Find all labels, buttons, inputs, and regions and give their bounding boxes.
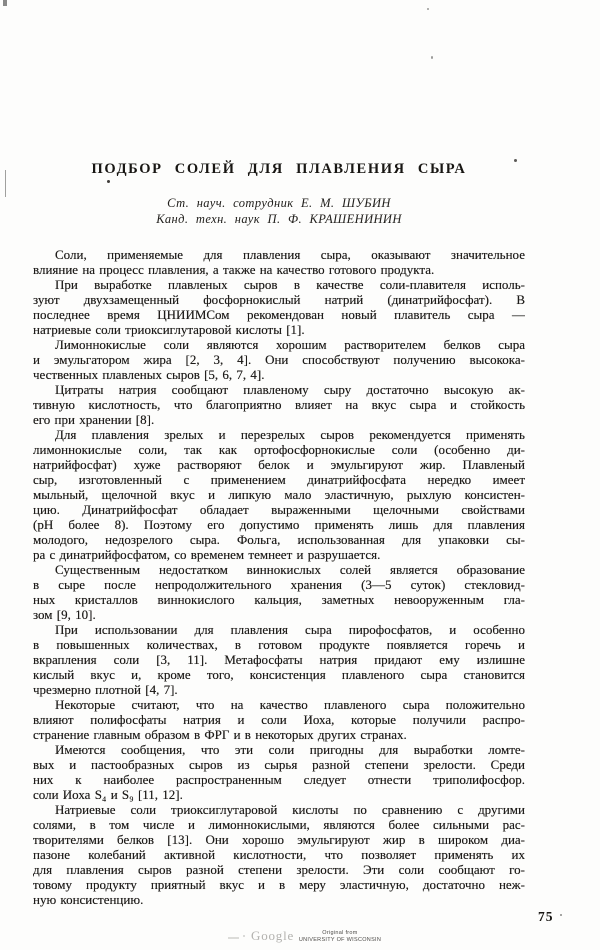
text-line: странение главным образом в ФРГ и в некоторых других странах. xyxy=(33,727,407,742)
origin-line: UNIVERSITY OF WISCONSIN xyxy=(298,936,382,943)
text-line: зом [9, 10]. xyxy=(33,607,96,622)
ink-speck xyxy=(560,914,562,916)
text-line: Существенным недостатком виннокислых солей является образование xyxy=(55,562,525,577)
paragraph xyxy=(33,382,525,427)
text-line: солями, в том числе и лимоннокислыми, являются более сильными рас- xyxy=(33,817,525,832)
article-title: ПОДБОР СОЛЕЙ ДЛЯ ПЛАВЛЕНИЯ СЫРА xyxy=(91,161,467,177)
authors-block xyxy=(33,196,525,227)
paragraph xyxy=(33,277,525,337)
text-line: зуют двухзамещенный фосфорнокислый натрий (динатрийфосфат). В xyxy=(33,292,525,307)
scan-smudge xyxy=(243,935,245,937)
scan-speck xyxy=(3,0,7,6)
paragraph xyxy=(33,802,525,907)
text-line: Натриевые соли триоксиглутаровой кислоты по сравнению с другими xyxy=(55,802,525,817)
text-line: товому продукту приятный вкус и в меру эластичную, достаточно неж- xyxy=(33,877,525,892)
margin-mark xyxy=(5,170,6,197)
paragraph xyxy=(33,337,525,382)
text-line: кислый вкус и, кроме того, консистенция плавленого сыра становится xyxy=(33,667,525,682)
text-line: вых и пастообразных сыров из сырья разной степени зрелости. Среди xyxy=(33,757,525,772)
text-line: цию. Динатрийфосфат обладает выраженными щелочными свойствами xyxy=(33,502,525,517)
text-line: мыльный, щелочной вкус и липкую мало эластичную, рыхлую консистен- xyxy=(33,487,525,502)
text-line: Соли, применяемые для плавления сыра, оказывают значительное xyxy=(55,247,525,262)
text-line: Некоторые считают, что на качество плавленого сыра положительно xyxy=(55,697,525,712)
text-line: тивную кислотность, что благоприятно влияет на вкус сыра и стойкость xyxy=(33,397,525,412)
text-line: лимоннокислые соли, так как ортофосфорнокислые соли (особенно ди- xyxy=(33,442,525,457)
paragraph xyxy=(33,697,525,742)
text-line: чественных плавленых сыров [5, 6, 7, 4]. xyxy=(33,367,265,382)
text-line: пазоне колебаний активной кислотности, что позволяет применять их xyxy=(33,847,525,862)
scan-speck xyxy=(427,8,429,10)
text-line: творителями белков [13]. Они хорошо эмульгируют жир в широком диа- xyxy=(33,832,525,847)
text-line: влияют полифосфаты натрия и соли Иоха, которые получили распро- xyxy=(33,712,525,727)
text-line: его при хранении [8]. xyxy=(33,412,155,427)
text-line: Лимоннокислые соли являются хорошим растворителем белков сыра xyxy=(55,337,525,352)
text-line: (pH более 8). Поэтому его допустимо применять лишь для плавления xyxy=(33,517,525,532)
paragraph xyxy=(33,427,525,562)
text-line: в повышенных количествах, в готовом продукте появляется горечь и xyxy=(33,637,525,652)
text-line: Имеются сообщения, что эти соли пригодны для выработки ломте- xyxy=(55,742,525,757)
text-line: Для плавления зрелых и перезрелых сыров рекомендуется применять xyxy=(55,427,525,442)
scan-speck xyxy=(431,56,433,59)
text-line: них к наиболее распространенным следует отнести триполифосфор. xyxy=(33,772,525,787)
text-line: натрийфосфат) хуже растворяют белок и эмульгируют жир. Плавленый xyxy=(33,457,525,472)
ink-speck xyxy=(107,180,110,183)
text-line: влияние на процесс плавления, а также на качество готового продукта. xyxy=(33,262,435,277)
paragraph xyxy=(33,247,525,277)
text-line: ных кристаллов виннокислого кальция, заметных невооруженным гла- xyxy=(33,592,525,607)
author-line: Ст. науч. сотрудник Е. М. ШУБИН xyxy=(167,196,391,210)
text-line: чрезмерно плотной [4, 7]. xyxy=(33,682,178,697)
text-line: ра с динатрийфосфатом, со временем темнеет и разрушается. xyxy=(33,547,381,562)
origin-line: Original from xyxy=(322,930,358,936)
google-watermark: Google xyxy=(251,928,295,943)
text-line: молодого, недозрелого сыра. Фольга, использованная для упаковки сы- xyxy=(33,532,525,547)
paragraph xyxy=(33,562,525,622)
text-line: ную консистенцию. xyxy=(33,892,144,907)
origin-note xyxy=(290,930,390,943)
text-line: в сыре после непродолжительного хранения (3—5 суток) стекловид- xyxy=(33,577,525,592)
paragraph xyxy=(33,742,525,802)
text-line: сыр, изготовленный с применением динатрийфосфата нередко имеет xyxy=(33,472,525,487)
text-line: последнее время ЦНИИМСом рекомендован новый плавитель сыра — xyxy=(33,307,525,322)
text-line: натриевые соли триоксиглутаровой кислоты [1]. xyxy=(33,322,305,337)
scan-smudge xyxy=(228,937,239,939)
text-line: и эмульгатором жира [2, 3, 4]. Они способствуют получению высокока- xyxy=(33,352,525,367)
article-body xyxy=(33,247,525,907)
text-line: вкрапления соли [3, 11]. Метафосфаты натрия придают ему излишне xyxy=(33,652,525,667)
page-number: 75 xyxy=(538,909,554,924)
text-line: соли Иоха S₄ и S₉ [11, 12]. xyxy=(33,787,183,802)
author-line: Канд. техн. наук П. Ф. КРАШЕНИНИН xyxy=(156,211,402,226)
paragraph xyxy=(33,622,525,697)
text-line: При использовании для плавления сыра пирофосфатов, и особенно xyxy=(55,622,525,637)
text-line: для плавления сыров разной степени зрелости. Эти соли сообщают го- xyxy=(33,862,525,877)
text-line: Цитраты натрия сообщают плавленому сыру достаточно высокую ак- xyxy=(55,382,525,397)
text-line: При выработке плавленых сыров в качестве соли-плавителя исполь- xyxy=(55,277,525,292)
